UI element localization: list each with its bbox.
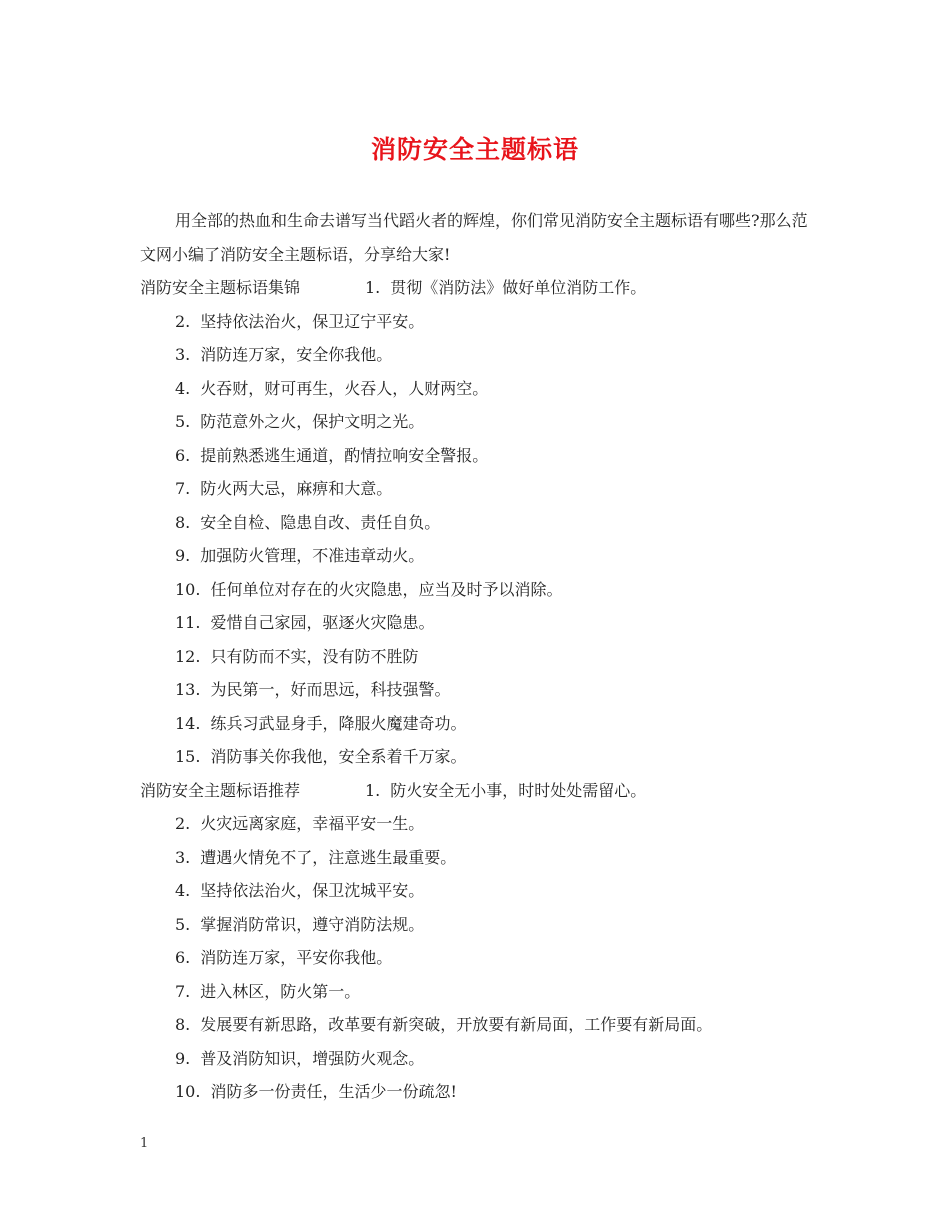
list-item-text: 安全自检、隐患自改、责任自负。 (200, 512, 441, 532)
list-item-number: 3. (175, 847, 191, 867)
list-item (140, 975, 820, 1009)
list-item-text: 进入林区，防火第一。 (200, 981, 361, 1001)
list-item-text: 防火两大忌，麻痹和大意。 (200, 479, 393, 498)
list-item-number: 5. (175, 412, 191, 431)
list-item (140, 874, 820, 908)
list-item-number: 2. (175, 311, 191, 331)
list-item-number: 2. (175, 814, 191, 833)
list-item (140, 539, 820, 573)
list-item (140, 372, 820, 406)
list-item-number: 10. (175, 1082, 201, 1101)
list-item (140, 908, 820, 942)
list-item (140, 405, 820, 439)
list-item (140, 573, 820, 607)
list-item-number: 9. (175, 546, 191, 565)
list-item-number: 10. (175, 579, 201, 599)
list-item-number: 6. (175, 948, 191, 967)
list-item-text: 普及消防知识，增强防火观念。 (200, 1048, 425, 1068)
section2-label: 消防安全主题标语推荐 (140, 780, 301, 800)
list-item-number: 4. (175, 881, 191, 900)
list-item-number: 7. (175, 981, 191, 1001)
list-item-number: 13. (175, 680, 201, 699)
list-item-text: 提前熟悉逃生通道，酌情拉响安全警报。 (200, 445, 489, 465)
list-item (140, 673, 820, 707)
list-item-text: 练兵习武显身手，降服火魔建奇功。 (210, 713, 467, 733)
list-item-text: 为民第一，好而思远，科技强警。 (210, 680, 451, 699)
list-item-number: 5. (175, 914, 191, 934)
list-item-text: 加强防火管理，不准违章动火。 (200, 546, 425, 565)
list-item-text: 防范意外之火，保护文明之光。 (200, 412, 425, 431)
list-item-text: 坚持依法治火，保卫辽宁平安。 (200, 311, 425, 331)
list-item-number: 1. (365, 278, 381, 297)
list-item-text: 消防连万家，安全你我他。 (200, 345, 393, 364)
list-item-number: 3. (175, 345, 191, 364)
document-body (140, 204, 820, 1109)
list-item-number: 4. (175, 378, 191, 398)
section1-heading-line (140, 271, 820, 305)
list-item (140, 640, 820, 674)
list-item-number: 14. (175, 713, 201, 733)
list-item-text: 坚持依法治火，保卫沈城平安。 (200, 881, 425, 900)
section1-label: 消防安全主题标语集锦 (140, 278, 301, 297)
list-item-number: 15. (175, 747, 201, 766)
list-item (140, 439, 820, 473)
page-title: 消防安全主题标语 (370, 135, 579, 164)
list-item-number: 8. (175, 512, 191, 532)
list-item-text: 消防多一份责任，生活少一份疏忽! (210, 1082, 457, 1101)
list-item (140, 305, 820, 339)
list-item (140, 941, 820, 975)
list-item-number: 9. (175, 1048, 191, 1068)
intro-paragraph: 用全部的热血和生命去谱写当代蹈火者的辉煌，你们常见消防安全主题标语有哪些?那么范文网小编了消防安全主题标语，分享给大家! (140, 211, 808, 264)
list-item-text: 爱惜自己家园，驱逐火灾隐患。 (210, 613, 435, 632)
list-item (140, 1075, 820, 1109)
list-item-text: 贯彻《消防法》做好单位消防工作。 (390, 278, 647, 297)
list-item-text: 遭遇火情免不了，注意逃生最重要。 (200, 847, 457, 867)
list-item (140, 506, 820, 540)
list-item-number: 11. (175, 613, 201, 632)
list-item (140, 740, 820, 774)
list-item-number: 6. (175, 445, 191, 465)
list-item-text: 火吞财，财可再生，火吞人，人财两空。 (200, 378, 489, 398)
list-item (140, 1008, 820, 1042)
list-item-text: 只有防而不实，没有防不胜防 (210, 646, 419, 666)
list-item (140, 707, 820, 741)
list-item (140, 1042, 820, 1076)
page-number: 1 (140, 1136, 149, 1151)
list-item-number: 12. (175, 646, 201, 666)
list-item (140, 472, 820, 506)
list-item (140, 841, 820, 875)
list-item-number: 7. (175, 479, 191, 498)
list-item-text: 火灾远离家庭，幸福平安一生。 (200, 814, 425, 833)
list-item-text: 发展要有新思路，改革要有新突破，开放要有新局面，工作要有新局面。 (200, 1015, 713, 1034)
list-item-text: 掌握消防常识，遵守消防法规。 (200, 914, 425, 934)
list-item (140, 606, 820, 640)
list-item-text: 防火安全无小事，时时处处需留心。 (390, 780, 647, 800)
list-item-text: 消防连万家，平安你我他。 (200, 948, 393, 967)
list-item (140, 338, 820, 372)
list-item-number: 8. (175, 1015, 191, 1034)
section2-heading-line (140, 774, 820, 808)
list-item-number: 1. (365, 780, 381, 800)
list-item-text: 消防事关你我他，安全系着千万家。 (210, 747, 467, 766)
list-item-text: 任何单位对存在的火灾隐患，应当及时予以消除。 (210, 579, 563, 599)
list-item (140, 807, 820, 841)
